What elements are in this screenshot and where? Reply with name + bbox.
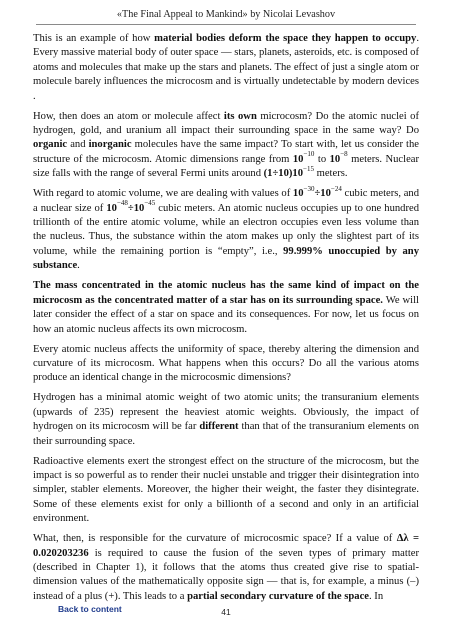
paragraph-4 bbox=[33, 279, 419, 337]
back-to-content-link[interactable]: Back to content bbox=[58, 604, 122, 614]
text: meters. bbox=[313, 168, 348, 180]
text: than that of the transuranium elements on their surrounding space. bbox=[33, 421, 419, 447]
exponent: −45 bbox=[144, 199, 156, 208]
math: 10 bbox=[106, 202, 117, 214]
text: . In bbox=[369, 590, 384, 602]
paragraph-8 bbox=[33, 532, 419, 604]
emphasis: organic bbox=[33, 139, 68, 151]
exponent: −8 bbox=[340, 150, 348, 159]
text: meters. Nuclear size falls with the range of several Fermi units around bbox=[33, 153, 420, 180]
exponent: −24 bbox=[330, 184, 342, 193]
paragraph-1 bbox=[33, 32, 419, 104]
math: 10 bbox=[292, 188, 304, 200]
page-body bbox=[33, 32, 419, 610]
emphasis: its own bbox=[223, 110, 257, 122]
paragraph-7 bbox=[33, 455, 419, 527]
text: How, then does an atom or molecule affect bbox=[33, 110, 224, 122]
emphasis: different bbox=[199, 421, 239, 433]
emphasis: The mass concentrated in the atomic nucleus has the same kind of impact on the microcosm as the concentrated matter of a star has on its surrounding space. bbox=[33, 280, 419, 306]
emphasis: 99.999% unoccupied by any substance bbox=[33, 245, 419, 272]
paragraph-3 bbox=[33, 184, 419, 273]
emphasis: partial secondary curvature of the space bbox=[187, 590, 369, 602]
text: microcosm? Do the atomic nuclei of hydrogen, gold, and uranium all impact their surrounding space in the same way? Do bbox=[33, 110, 419, 137]
header-rule bbox=[36, 24, 416, 25]
math: Δλ = 0.020203236 bbox=[33, 533, 419, 559]
running-header: «The Final Appeal to Mankind» by Nicolai Levashov bbox=[116, 9, 336, 20]
math: ÷10 bbox=[127, 202, 145, 214]
text: and bbox=[67, 139, 89, 151]
text: cubic meters, and a nuclear size of bbox=[33, 188, 419, 214]
text: With regard to atomic volume, we are dealing with values of bbox=[33, 188, 293, 200]
text: molecules have the same impact? To start with, let us consider the structure of the microcosm. Atomic dimensions range from bbox=[33, 139, 420, 165]
exponent: −30 bbox=[303, 184, 315, 193]
paragraph-6 bbox=[33, 391, 419, 449]
text: We will later consider the effect of a star on space and its consequences. For now, let us focus on how an atomic nucleus affects its own microcosm. bbox=[33, 294, 419, 335]
page-number: 41 bbox=[221, 607, 231, 617]
text: is required to cause the fusion of the seven types of primary matter (described in Chapter 1), it follows that the atoms thus created give rise to spatial-dimension values of the mathematically opposite sign — that is, for example, a minus (–) instead of a plus (+). This leads to a bbox=[33, 547, 419, 602]
math: ÷10 bbox=[314, 188, 331, 200]
math: (1÷10)10 bbox=[263, 168, 304, 180]
text: . bbox=[77, 260, 80, 272]
text: cubic meters. An atomic nucleus occupies up to one hundred trillionth of the entire atomic volume, while an electron occupies even less volume than the nucleus. Thus, the substance within the atom makes up only the slightest part of its volume, while the remaining portion is “empty”, i.e., bbox=[33, 202, 419, 257]
text: Radioactive elements exert the strongest effect on the structure of the microcosm, but the impact is so powerful as to render their nuclei unstable and trigger their disintegration into simpler, stabler elements. Moreover, the higher their weight, the faster they disintegrate. Some of these elements exist for only a billionth of a second and only in an artificial environment. bbox=[33, 455, 419, 525]
paragraph-5 bbox=[33, 343, 419, 386]
text: What, then, is responsible for the curvature of microcosmic space? If a value of bbox=[33, 533, 397, 545]
text: Every atomic nucleus affects the uniformity of space, thereby altering the dimension and curvature of its microcosm. What happens when this occurs? Do all the various atoms produce an identical change in the microcosmic dimensions? bbox=[33, 343, 419, 384]
text: Hydrogen has a minimal atomic weight of two atomic units; the transuranium elements (upwards of 235) represent the heaviest atomic weights. Obviously, the impact of hydrogen on its microcosm will be far bbox=[33, 392, 419, 433]
emphasis: inorganic bbox=[88, 139, 132, 151]
paragraph-2 bbox=[33, 110, 419, 182]
math: 10 bbox=[292, 153, 304, 165]
text: This is an example of how bbox=[33, 33, 155, 44]
text: to bbox=[314, 153, 330, 165]
exponent: −15 bbox=[303, 164, 314, 173]
math: 10 bbox=[329, 153, 341, 165]
exponent: −10 bbox=[303, 150, 315, 159]
exponent: −48 bbox=[116, 199, 128, 208]
emphasis: material bodies deform the space they happen to occupy bbox=[154, 33, 417, 44]
text: . Every massive material body of outer space — stars, planets, asteroids, etc. is composed of atoms and molecules that make up the stars and planets. The effect of just a single atom or molecule barely influences the microcosm and is virtually undetectable by modern devices . bbox=[33, 33, 419, 102]
